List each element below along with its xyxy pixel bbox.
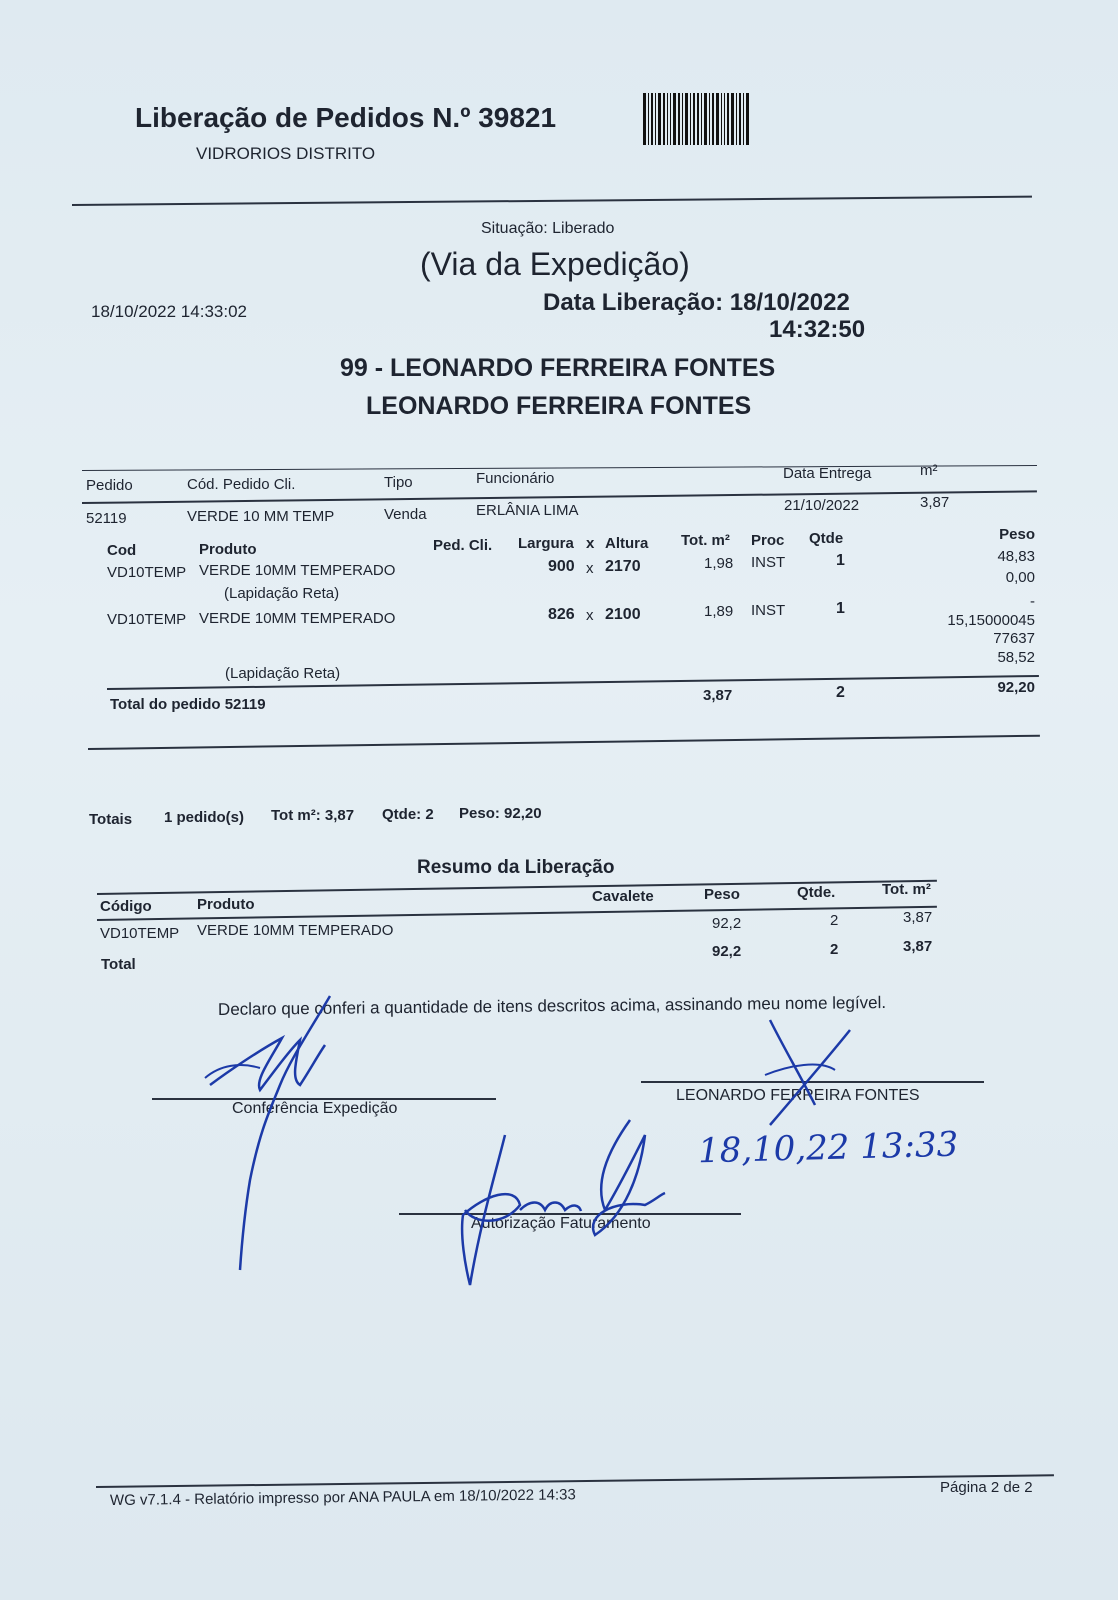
hora-liberacao: 14:32:50: [769, 316, 866, 343]
resumo-total-peso: 92,2: [712, 943, 742, 960]
col-tot-m2: Tot. m²: [681, 532, 730, 549]
item-altura: 2100: [605, 606, 641, 623]
totais-pedidos: 1 pedido(s): [164, 809, 245, 826]
item-peso: 58,52: [997, 649, 1035, 666]
item-x: x: [586, 607, 594, 624]
col-cod-pedido-cli: Cód. Pedido Cli.: [187, 476, 296, 493]
printed-by: WG v7.1.4 - Relatório impresso por ANA PAULA em 18/10/2022 14:33: [109, 1486, 576, 1509]
autorizacao-signature: [445, 1115, 675, 1295]
divider: [82, 465, 1037, 471]
col-ped-cli: Ped. Cli.: [433, 537, 493, 554]
client-code-name: 99 - LEONARDO FERREIRA FONTES: [340, 354, 776, 382]
total-pedido-label: Total do pedido 52119: [110, 696, 266, 713]
order-cod-pedido-cli: VERDE 10 MM TEMP: [187, 508, 335, 525]
col-altura: Altura: [605, 535, 649, 552]
total-pedido-m2: 3,87: [703, 687, 733, 704]
item-peso-a: 15,15000045: [947, 612, 1035, 629]
col-produto: Produto: [199, 541, 257, 558]
col-m2: m²: [920, 462, 938, 479]
resumo-col-cavalete: Cavalete: [592, 888, 654, 905]
resumo-codigo: VD10TEMP: [100, 925, 180, 942]
item-produto: VERDE 10MM TEMPERADO: [199, 562, 396, 579]
item-qtde: 1: [836, 600, 845, 617]
col-largura: Largura: [518, 535, 574, 552]
item-proc: INST: [751, 554, 786, 571]
totais-peso: Peso: 92,20: [459, 805, 542, 822]
resumo-title: Resumo da Liberação: [417, 857, 615, 878]
col-funcionario: Funcionário: [476, 470, 555, 487]
client-name: LEONARDO FERREIRA FONTES: [366, 392, 752, 420]
printed-at: 18/10/2022 14:33:02: [91, 302, 247, 321]
col-cod: Cod: [107, 542, 137, 559]
page-number: Página 2 de 2: [940, 1479, 1033, 1496]
conferencia-signature: [200, 990, 340, 1280]
col-qtde: Qtde: [809, 530, 844, 547]
item-peso: 48,83: [997, 548, 1035, 565]
divider: [88, 735, 1040, 750]
item-proc: INST: [751, 602, 786, 619]
total-pedido-qtde: 2: [836, 684, 845, 701]
resumo-total-tot-m2: 3,87: [903, 938, 933, 955]
item-peso-2: 0,00: [1005, 569, 1035, 586]
order-pedido: 52119: [86, 510, 127, 527]
company-name: VIDRORIOS DISTRITO: [196, 144, 376, 163]
item-tot-m2: 1,98: [704, 555, 734, 572]
resumo-produto: VERDE 10MM TEMPERADO: [197, 922, 394, 939]
item-produto: VERDE 10MM TEMPERADO: [199, 610, 396, 627]
resumo-col-tot-m2: Tot. m²: [882, 881, 931, 898]
conferencia-label: Conferência Expedição: [232, 1100, 398, 1117]
order-tipo: Venda: [384, 506, 427, 523]
handwritten-date: 18,10,22 13:33: [697, 1124, 959, 1172]
item-cod: VD10TEMP: [107, 611, 187, 628]
via-label: (Via da Expedição): [420, 246, 690, 282]
resumo-tot-m2: 3,87: [903, 909, 933, 926]
item-x: x: [586, 560, 594, 577]
resumo-peso: 92,2: [712, 915, 742, 932]
divider: [72, 196, 1032, 206]
cliente-signature: [760, 1015, 870, 1130]
totais-label: Totais: [89, 811, 133, 828]
item-peso-b: 77637: [993, 630, 1035, 647]
resumo-qtde: 2: [830, 912, 839, 929]
item-processo: (Lapidação Reta): [225, 665, 341, 682]
cliente-label: LEONARDO FERREIRA FONTES: [676, 1087, 920, 1104]
barcode-icon: [643, 93, 813, 145]
item-tot-m2: 1,89: [704, 603, 734, 620]
col-x: x: [586, 535, 595, 552]
resumo-col-codigo: Código: [100, 898, 152, 915]
col-pedido: Pedido: [86, 477, 133, 494]
item-processo: (Lapidação Reta): [224, 585, 340, 602]
resumo-col-produto: Produto: [197, 896, 255, 913]
resumo-col-peso: Peso: [704, 886, 740, 903]
col-data-entrega: Data Entrega: [783, 465, 872, 482]
col-peso: Peso: [999, 526, 1035, 543]
item-peso-dash: -: [1030, 593, 1035, 610]
autorizacao-label: Autorização Faturamento: [471, 1215, 651, 1232]
declaration: Declaro que conferi a quantidade de itens descritos acima, assinando meu nome legível.: [217, 993, 887, 1019]
item-qtde: 1: [836, 552, 845, 569]
document-title: Liberação de Pedidos N.º 39821: [135, 102, 557, 133]
item-largura: 826: [548, 606, 575, 623]
item-altura: 2170: [605, 558, 641, 575]
order-funcionario: ERLÂNIA LIMA: [476, 502, 579, 519]
totais-m2: Tot m²: 3,87: [271, 807, 355, 824]
item-largura: 900: [548, 558, 575, 575]
order-m2: 3,87: [920, 494, 950, 511]
total-pedido-peso: 92,20: [997, 679, 1035, 696]
col-tipo: Tipo: [384, 474, 413, 491]
item-cod: VD10TEMP: [107, 564, 187, 581]
col-proc: Proc: [751, 532, 785, 549]
resumo-total-label: Total: [101, 956, 136, 973]
data-liberacao: Data Liberação: 18/10/2022: [543, 289, 850, 316]
situacao: Situação: Liberado: [481, 220, 615, 237]
resumo-total-qtde: 2: [830, 941, 839, 958]
totais-qtde: Qtde: 2: [382, 806, 434, 823]
order-data-entrega: 21/10/2022: [784, 497, 860, 514]
resumo-col-qtde: Qtde.: [797, 884, 836, 901]
